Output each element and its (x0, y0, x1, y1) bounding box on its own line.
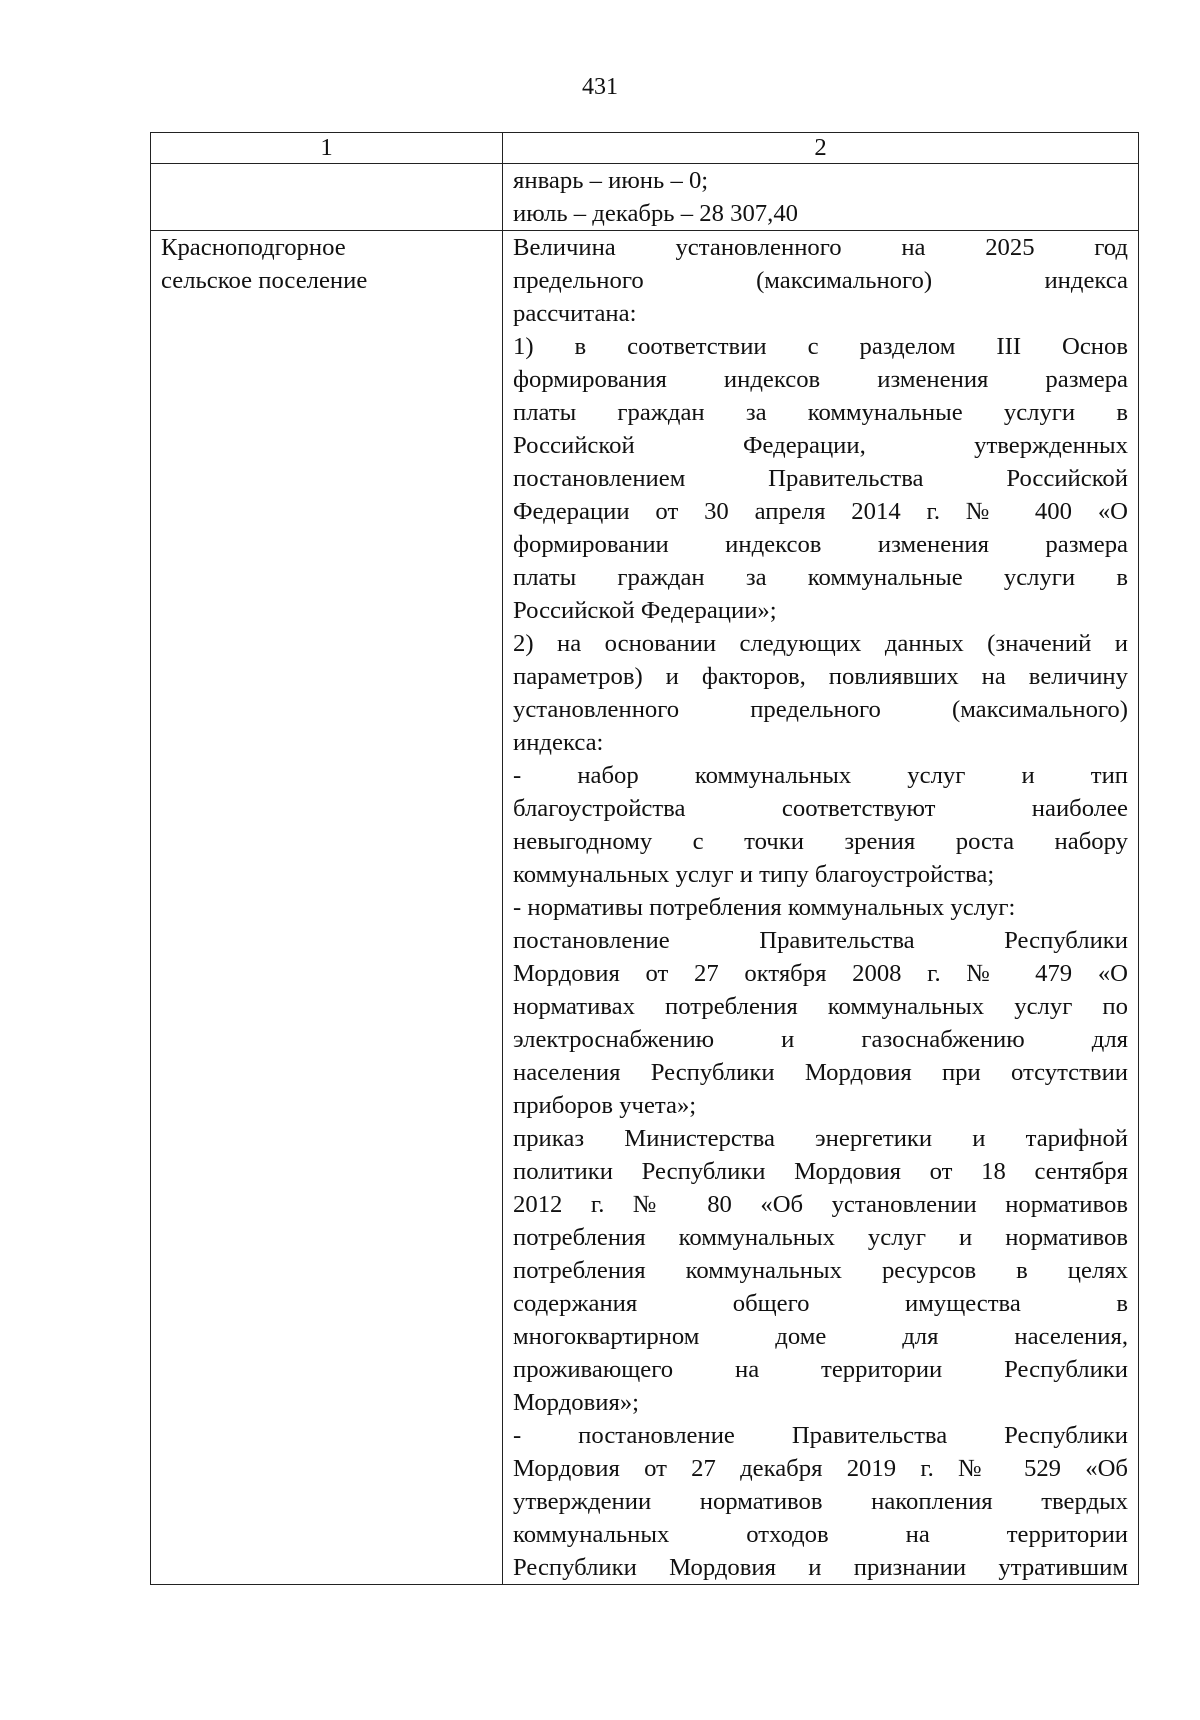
text-line: электроснабжению и газоснабжению для (513, 1026, 1128, 1053)
text-line: платы граждан за коммунальные услуги в (513, 399, 1128, 426)
text-line: установленного предельного (максимального) (513, 696, 1128, 723)
column-header-1: 1 (151, 133, 503, 164)
text-line: содержания общего имущества в (513, 1290, 1128, 1317)
text-line: - набор коммунальных услуг и тип (513, 762, 1128, 789)
document-table (150, 132, 1139, 1585)
column-header-2: 2 (503, 133, 1139, 164)
text-line: коммунальных отходов на территории (513, 1521, 1128, 1548)
text-line: проживающего на территории Республики (513, 1356, 1128, 1383)
text-line: невыгодному с точки зрения роста набору (513, 828, 1128, 855)
text-line: рассчитана: (513, 300, 637, 327)
text-line: июль – декабрь – 28 307,40 (513, 200, 799, 227)
text-line: коммунальных услуг и типу благоустройства; (513, 861, 995, 888)
settlement-name-line: Красноподгорное (161, 234, 346, 261)
text-line: формирования индексов изменения размера (513, 366, 1128, 393)
settlement-name (151, 231, 503, 1585)
text-line: 1) в соответствии с разделом III Основ (513, 333, 1128, 360)
text-line: потребления коммунальных услуг и нормативов (513, 1224, 1128, 1251)
text-line: формировании индексов изменения размера (513, 531, 1128, 558)
page-number: 431 (582, 74, 618, 100)
settlement-name-line: сельское поселение (161, 267, 368, 294)
text-line: потребления коммунальных ресурсов в целях (513, 1257, 1128, 1284)
text-line: Мордовия от 27 октября 2008 г. № 479 «О (513, 960, 1128, 987)
text-line: приборов учета»; (513, 1092, 697, 1119)
text-line: 2) на основании следующих данных (значений и (513, 630, 1128, 657)
text-line: индекса: (513, 729, 604, 756)
index-description (503, 231, 1139, 1585)
text-line: постановление Правительства Республики (513, 927, 1128, 954)
text-line: параметров) и факторов, повлиявших на величину (513, 663, 1128, 690)
text-line: Мордовия»; (513, 1389, 640, 1416)
text-line: Мордовия от 27 декабря 2019 г. № 529 «Об (513, 1455, 1128, 1482)
text-line: нормативах потребления коммунальных услуг по (513, 993, 1128, 1020)
table-row (151, 164, 1139, 231)
text-line: Величина установленного на 2025 год (513, 234, 1128, 261)
table-row (151, 231, 1139, 1585)
text-line: - нормативы потребления коммунальных услуг: (513, 894, 1016, 921)
text-line: утверждении нормативов накопления твердых (513, 1488, 1128, 1515)
text-line: Российской Федерации»; (513, 597, 777, 624)
text-line: платы граждан за коммунальные услуги в (513, 564, 1128, 591)
row1-col1 (151, 164, 503, 231)
table-header-row (151, 133, 1139, 164)
text-line: предельного (максимального) индекса (513, 267, 1128, 294)
text-line: 2012 г. № 80 «Об установлении нормативов (513, 1191, 1128, 1218)
row1-col2 (503, 164, 1139, 231)
text-line: населения Республики Мордовия при отсутствии (513, 1059, 1128, 1086)
text-line: январь – июнь – 0; (513, 167, 709, 194)
text-line: благоустройства соответствуют наиболее (513, 795, 1128, 822)
text-line: Российской Федерации, утвержденных (513, 432, 1128, 459)
text-line: Республики Мордовия и признании утратившим (513, 1554, 1128, 1581)
text-line: Федерации от 30 апреля 2014 г. № 400 «О (513, 498, 1128, 525)
text-line: - постановление Правительства Республики (513, 1422, 1128, 1449)
text-line: постановлением Правительства Российской (513, 465, 1128, 492)
text-line: многоквартирном доме для населения, (513, 1323, 1128, 1350)
text-line: приказ Министерства энергетики и тарифной (513, 1125, 1128, 1152)
text-line: политики Республики Мордовия от 18 сентября (513, 1158, 1128, 1185)
